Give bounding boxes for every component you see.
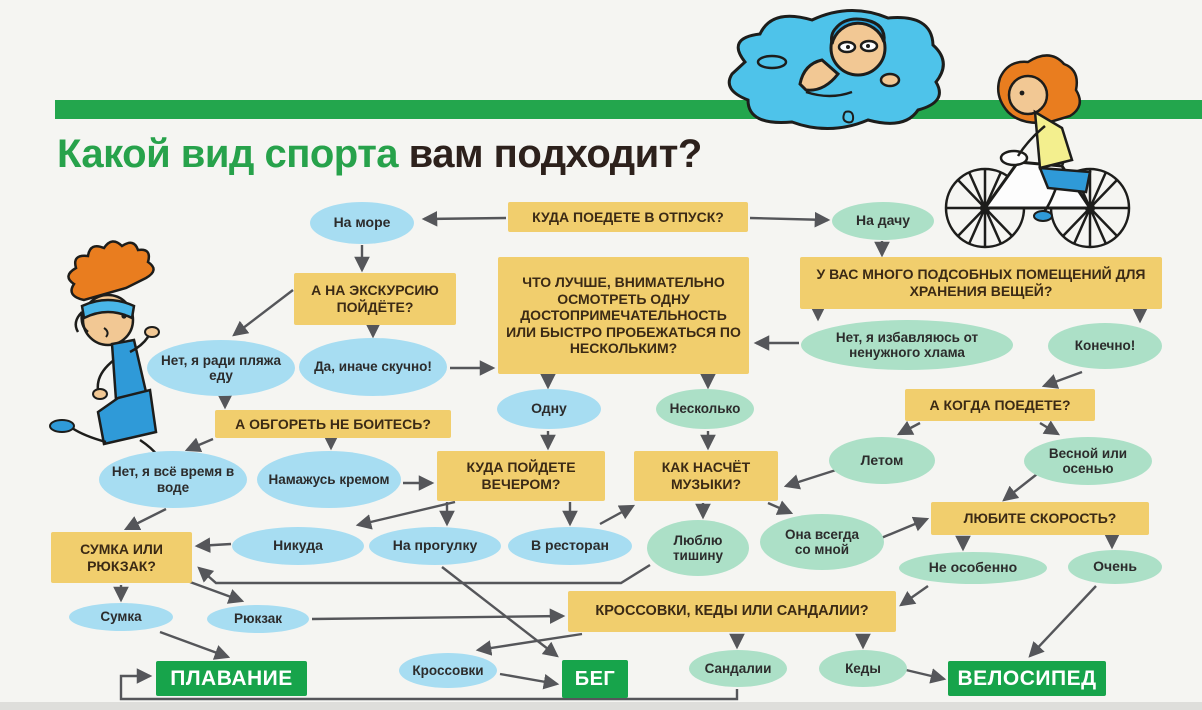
- node-ochen: Очень: [1068, 550, 1162, 584]
- node-q-obgoret: А ОБГОРЕТЬ НЕ БОИТЕСЬ?: [215, 410, 451, 438]
- result-plavanie: ПЛАВАНИЕ: [156, 661, 307, 696]
- node-nikuda: Никуда: [232, 527, 364, 565]
- result-beg: БЕГ: [562, 660, 628, 698]
- node-vesnoy-osenyu: Весной или осенью: [1024, 437, 1152, 485]
- node-q-sumka: СУМКА ИЛИ РЮКЗАК?: [51, 532, 192, 583]
- node-q-skorost: ЛЮБИТЕ СКОРОСТЬ?: [931, 502, 1149, 535]
- node-na-dachu: На дачу: [832, 202, 934, 240]
- node-q-otpusk: КУДА ПОЕДЕТЕ В ОТПУСК?: [508, 202, 748, 232]
- node-ne-osobenno: Не особенно: [899, 552, 1047, 584]
- swimmer-icon: [729, 10, 943, 128]
- node-kedy: Кеды: [819, 650, 907, 687]
- node-net-izbavlyayus: Нет, я избавляюсь от ненужного хлама: [801, 320, 1013, 370]
- result-velosiped: ВЕЛОСИПЕД: [948, 661, 1106, 696]
- node-odnu: Одну: [497, 389, 601, 429]
- node-krossovki: Кроссовки: [399, 653, 497, 688]
- node-ryukzak: Рюкзак: [207, 605, 309, 633]
- node-q-pomeshcheniya: У ВАС МНОГО ПОДСОБНЫХ ПОМЕЩЕНИЙ ДЛЯ ХРАНЕНИЯ ВЕЩЕЙ?: [800, 257, 1162, 309]
- node-net-radi-plyazha: Нет, я ради пляжа еду: [147, 340, 295, 396]
- node-neskolko: Несколько: [656, 389, 754, 429]
- bottom-edge-strip: [0, 702, 1202, 710]
- node-q-chto-luchshe: ЧТО ЛУЧШЕ, ВНИМАТЕЛЬНО ОСМОТРЕТЬ ОДНУ ДОСТОПРИМЕЧАТЕЛЬНОСТЬ ИЛИ БЫСТРО ПРОБЕЖАТЬСЯ ПО НЕСКОЛЬКИМ?: [498, 257, 749, 374]
- node-konechno: Конечно!: [1048, 323, 1162, 369]
- node-ona-vsegda: Она всегда со мной: [760, 514, 884, 570]
- page-title-highlight: Какой вид спорта: [57, 132, 399, 176]
- node-q-muzyki: КАК НАСЧЁТ МУЗЫКИ?: [634, 451, 778, 501]
- node-sandalii: Сандалии: [689, 650, 787, 687]
- node-net-vremya-v-vode: Нет, я всё время в воде: [99, 451, 247, 508]
- node-lyublyu-tishinu: Люблю тишину: [647, 520, 749, 576]
- page-title-rest: вам подходит?: [398, 132, 702, 176]
- node-sumka: Сумка: [69, 603, 173, 631]
- node-na-more: На море: [310, 202, 414, 244]
- node-na-progulku: На прогулку: [369, 527, 501, 565]
- node-q-excursion: А НА ЭКСКУРСИЮ ПОЙДЁТЕ?: [294, 273, 456, 325]
- node-q-krossovki: КРОССОВКИ, КЕДЫ ИЛИ САНДАЛИИ?: [568, 591, 896, 632]
- node-v-restoran: В ресторан: [508, 527, 632, 565]
- cyclist-icon: [946, 55, 1129, 247]
- node-namazhus: Намажусь кремом: [257, 451, 401, 508]
- node-q-kogda: А КОГДА ПОЕДЕТЕ?: [905, 389, 1095, 421]
- node-q-vecherom: КУДА ПОЙДЕТЕ ВЕЧЕРОМ?: [437, 451, 605, 501]
- node-da-inache-skuchno: Да, иначе скучно!: [299, 338, 447, 396]
- node-letom: Летом: [829, 437, 935, 484]
